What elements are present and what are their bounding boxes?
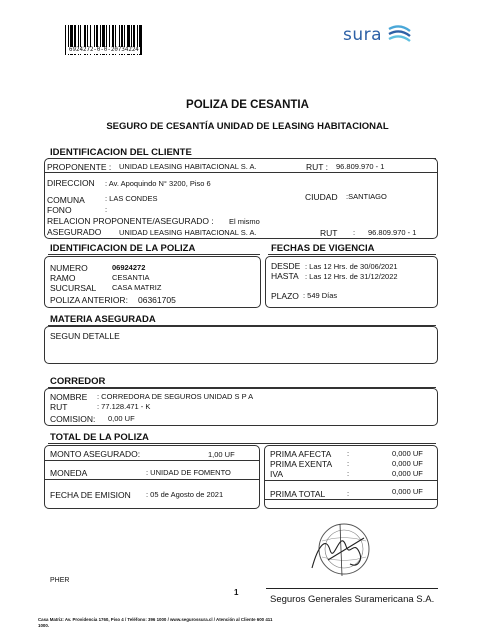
total-heading-underline [48, 443, 436, 444]
cliente-rut-value: 96.809.970 - 1 [336, 162, 385, 171]
moneda-value: : UNIDAD DE FOMENTO [146, 468, 231, 477]
numero-value: 06924272 [112, 263, 146, 272]
poliza-heading-underline [48, 254, 260, 255]
barcode-number: 6924272-0-0-20734224 [69, 47, 139, 53]
prima-exenta-label: PRIMA EXENTA [270, 459, 333, 469]
iva-colon: : [347, 469, 350, 478]
hasta-label: HASTA [271, 271, 299, 281]
prima-afecta-label: PRIMA AFECTA [270, 449, 332, 459]
company-name: Seguros Generales Suramericana S.A. [270, 594, 435, 605]
signature-line [266, 588, 438, 589]
ramo-label: RAMO [50, 273, 76, 283]
vigencia-heading-underline [268, 254, 436, 255]
moneda-label: MONEDA [50, 468, 88, 478]
direccion-label: DIRECCION [47, 178, 95, 188]
prima-exenta-colon: : [347, 459, 350, 468]
comuna-label: COMUNA [47, 195, 85, 205]
poliza-anterior-value: 06361705 [138, 295, 176, 305]
materia-heading: MATERIA ASEGURADA [50, 314, 156, 325]
fono-label: FONO [47, 205, 72, 215]
sura-logo-icon [386, 23, 412, 47]
asegurado-rut-value: 96.809.970 - 1 [368, 228, 417, 237]
signature-stamp [300, 516, 375, 584]
moneda-divider [45, 479, 259, 480]
monto-asegurado-value: 1,00 UF [208, 450, 235, 459]
proponente-divider [45, 172, 437, 173]
total-heading: TOTAL DE LA POLIZA [50, 432, 149, 443]
prima-total-divider [265, 499, 437, 500]
desde-value: : Las 12 Hrs. de 30/06/2021 [305, 262, 398, 271]
comision-label: COMISION: [50, 414, 96, 424]
plazo-label: PLAZO [271, 291, 299, 301]
proponente-label: PROPONENTE : [47, 162, 112, 172]
sucursal-value: CASA MATRIZ [112, 283, 162, 292]
prima-total-value: 0,000 UF [392, 487, 423, 496]
monto-asegurado-label: MONTO ASEGURADO: [50, 449, 141, 459]
hasta-value: : Las 12 Hrs. de 31/12/2022 [305, 272, 398, 281]
page-title: POLIZA DE CESANTIA [186, 99, 309, 111]
fecha-emision-label: FECHA DE EMISION [50, 490, 131, 500]
asegurado-rut-colon: : [353, 228, 356, 237]
prima-exenta-value: 0,000 UF [392, 459, 423, 468]
asegurado-value: UNIDAD LEASING HABITACIONAL S. A. [119, 228, 257, 237]
footer-initials: PHER [50, 577, 70, 584]
asegurado-label: ASEGURADO [47, 227, 102, 237]
materia-value: SEGUN DETALLE [50, 331, 120, 341]
plazo-value: : 549 Días [303, 291, 338, 300]
proponente-value: UNIDAD LEASING HABITACIONAL S. A. [119, 162, 257, 171]
vigencia-heading: FECHAS DE VIGENCIA [271, 243, 375, 254]
footer-address-line2: 1000. [38, 623, 49, 628]
footer-address-line1: Casa Matriz: Av. Providencia 1760, Piso 4 / Teléfono: 396 1000 / www.segurossura.cl / Atención al Cliente 600 411 [38, 617, 273, 622]
asegurado-rut-label: RUT [320, 228, 338, 238]
prima-total-colon: : [347, 489, 350, 498]
prima-afecta-value: 0,000 UF [392, 449, 423, 458]
cliente-rut-label: RUT : [306, 162, 329, 172]
poliza-anterior-label: POLIZA ANTERIOR: [50, 295, 128, 305]
relacion-value: El mismo [229, 217, 260, 226]
page-number: 1 [234, 588, 239, 597]
corredor-rut-value: : 77.128.471 - K [97, 402, 151, 411]
fecha-emision-value: : 05 de Agosto de 2021 [146, 490, 224, 499]
page-subtitle: SEGURO DE CESANTÍA UNIDAD DE LEASING HABITACIONAL [106, 121, 389, 132]
comuna-value: : LAS CONDES [105, 194, 158, 203]
direccion-value: : Av. Apoquindo N° 3200, Piso 6 [105, 179, 211, 188]
iva-divider [265, 480, 437, 481]
ciudad-value: :SANTIAGO [346, 192, 387, 201]
sucursal-label: SUCURSAL [50, 283, 97, 293]
iva-value: 0,000 UF [392, 469, 423, 478]
ramo-value: CESANTIA [112, 273, 150, 282]
sura-logo-text: sura [343, 25, 383, 45]
corredor-rut-label: RUT [50, 402, 68, 412]
iva-label: IVA [270, 469, 284, 479]
prima-afecta-colon: : [347, 449, 350, 458]
fono-value: : [105, 205, 108, 214]
monto-divider [45, 460, 259, 461]
desde-label: DESDE [271, 261, 301, 271]
prima-total-label: PRIMA TOTAL [270, 489, 326, 499]
numero-label: NUMERO [50, 263, 88, 273]
relacion-label: RELACION PROPONENTE/ASEGURADO : [47, 216, 214, 226]
poliza-heading: IDENTIFICACION DE LA POLIZA [50, 243, 196, 254]
corredor-heading: CORREDOR [50, 376, 106, 387]
cliente-heading: IDENTIFICACION DEL CLIENTE [50, 147, 192, 158]
corredor-nombre-label: NOMBRE [50, 392, 88, 402]
comision-value: 0,00 UF [108, 414, 135, 423]
corredor-nombre-value: : CORREDORA DE SEGUROS UNIDAD S P A [97, 392, 254, 401]
ciudad-label: CIUDAD [305, 192, 338, 202]
